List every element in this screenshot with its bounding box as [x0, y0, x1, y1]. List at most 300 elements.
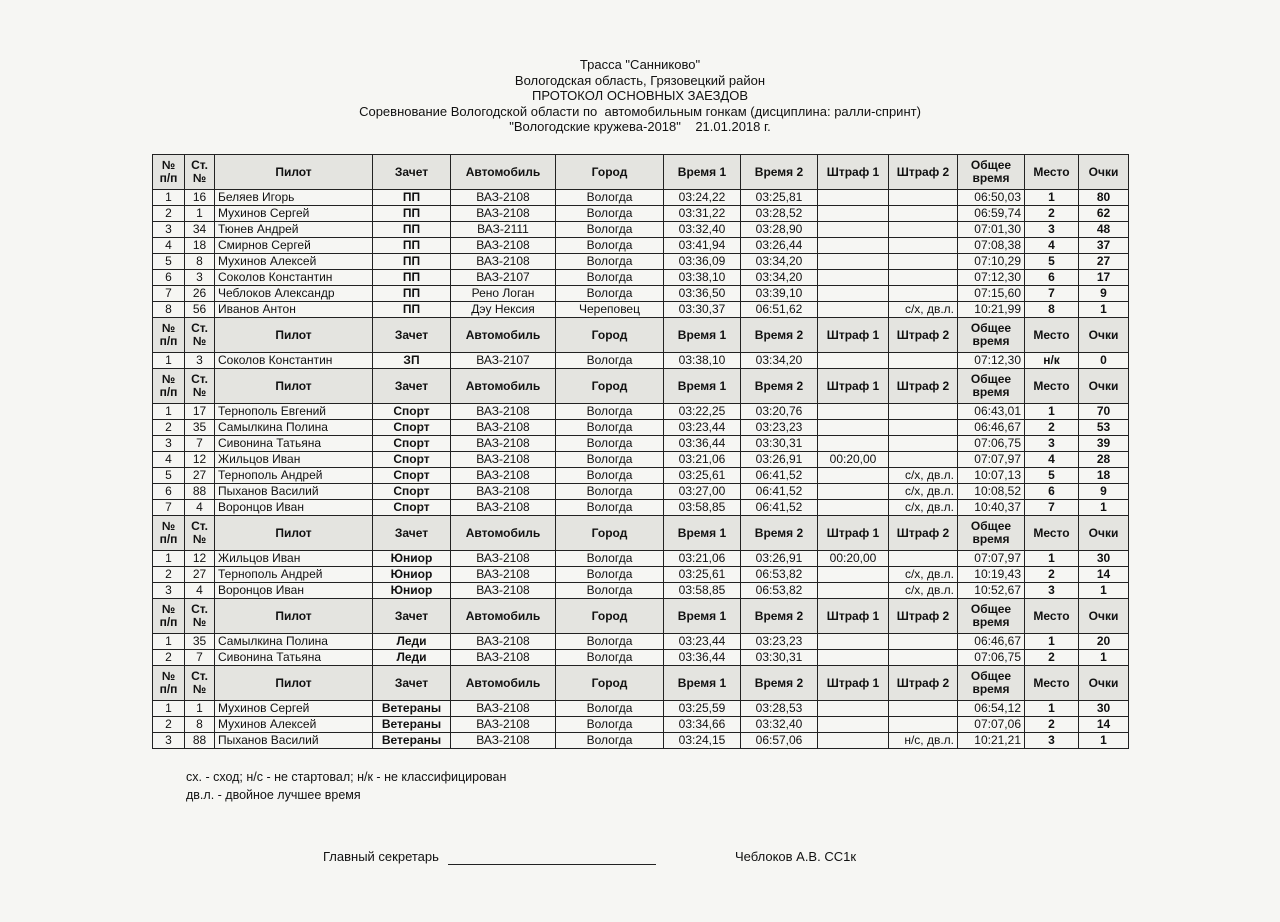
cell-city: Вологда	[556, 484, 664, 500]
cell-num: 4	[153, 238, 185, 254]
cell-total-time: 06:59,74	[958, 206, 1025, 222]
table-row	[153, 583, 1129, 599]
cell-city: Вологда	[556, 436, 664, 452]
cell-num: 7	[153, 500, 185, 516]
cell-time-2: 03:23,23	[741, 420, 818, 436]
cell-penalty-1	[818, 583, 889, 599]
cell-num: 1	[153, 634, 185, 650]
cell-pilot: Самылкина Полина	[215, 634, 373, 650]
table-row	[153, 634, 1129, 650]
cell-total-time: 07:06,75	[958, 650, 1025, 666]
table-header-row	[153, 155, 1129, 190]
cell-num: 5	[153, 468, 185, 484]
cell-pilot: Мухинов Сергей	[215, 701, 373, 717]
cell-time-2: 03:34,20	[741, 353, 818, 369]
cell-place: 4	[1025, 238, 1079, 254]
cell-start-num: 16	[185, 190, 215, 206]
cell-category: ПП	[373, 302, 451, 318]
cell-car: ВАЗ-2108	[451, 733, 556, 749]
legend-line-2: дв.л. - двойное лучшее время	[186, 788, 361, 802]
cell-time-1: 03:31,22	[664, 206, 741, 222]
cell-penalty-1	[818, 634, 889, 650]
cell-city: Вологда	[556, 634, 664, 650]
cell-time-2: 06:41,52	[741, 500, 818, 516]
column-header-penalty-1: Штраф 1	[818, 516, 889, 551]
secretary-name: Чеблоков А.В. СС1к	[735, 849, 857, 864]
column-header-city: Город	[556, 155, 664, 190]
cell-place: 2	[1025, 717, 1079, 733]
cell-time-1: 03:58,85	[664, 583, 741, 599]
cell-car: ВАЗ-2108	[451, 551, 556, 567]
table-row	[153, 701, 1129, 717]
cell-points: 27	[1079, 254, 1129, 270]
cell-time-2: 03:25,81	[741, 190, 818, 206]
cell-category: ПП	[373, 190, 451, 206]
cell-total-time: 07:01,30	[958, 222, 1025, 238]
column-header-time-1: Время 1	[664, 516, 741, 551]
cell-city: Вологда	[556, 353, 664, 369]
cell-penalty-1	[818, 701, 889, 717]
cell-car: ВАЗ-2108	[451, 452, 556, 468]
cell-total-time: 06:46,67	[958, 420, 1025, 436]
cell-penalty-2	[889, 238, 958, 254]
column-header-city: Город	[556, 318, 664, 353]
column-header-place: Место	[1025, 369, 1079, 404]
cell-car: ВАЗ-2108	[451, 701, 556, 717]
cell-time-2: 03:26,91	[741, 551, 818, 567]
cell-category: Ветераны	[373, 733, 451, 749]
column-header-total-time: Общее время	[958, 666, 1025, 701]
cell-place: 5	[1025, 468, 1079, 484]
cell-city: Вологда	[556, 206, 664, 222]
cell-penalty-1	[818, 420, 889, 436]
signature-line	[448, 864, 656, 865]
cell-penalty-1	[818, 567, 889, 583]
column-header-penalty-1: Штраф 1	[818, 318, 889, 353]
cell-city: Череповец	[556, 302, 664, 318]
cell-time-1: 03:23,44	[664, 634, 741, 650]
cell-time-2: 03:28,90	[741, 222, 818, 238]
cell-penalty-2: с/х, дв.л.	[889, 567, 958, 583]
cell-place: 3	[1025, 733, 1079, 749]
column-header-time-2: Время 2	[741, 155, 818, 190]
column-header-num: № п/п	[153, 318, 185, 353]
cell-start-num: 35	[185, 634, 215, 650]
column-header-time-1: Время 1	[664, 599, 741, 634]
cell-category: Спорт	[373, 468, 451, 484]
table-row	[153, 420, 1129, 436]
cell-points: 62	[1079, 206, 1129, 222]
column-header-start-num: Ст. №	[185, 369, 215, 404]
cell-car: ВАЗ-2108	[451, 468, 556, 484]
cell-penalty-1	[818, 206, 889, 222]
secretary-label: Главный секретарь	[323, 849, 439, 864]
cell-penalty-2: с/х, дв.л.	[889, 583, 958, 599]
cell-total-time: 07:12,30	[958, 270, 1025, 286]
cell-city: Вологда	[556, 551, 664, 567]
cell-penalty-2	[889, 701, 958, 717]
column-header-time-2: Время 2	[741, 599, 818, 634]
column-header-place: Место	[1025, 666, 1079, 701]
table-row	[153, 484, 1129, 500]
cell-time-2: 03:28,52	[741, 206, 818, 222]
cell-start-num: 3	[185, 270, 215, 286]
column-header-car: Автомобиль	[451, 318, 556, 353]
cell-city: Вологда	[556, 650, 664, 666]
cell-place: 7	[1025, 500, 1079, 516]
cell-pilot: Соколов Константин	[215, 270, 373, 286]
cell-place: 6	[1025, 484, 1079, 500]
column-header-points: Очки	[1079, 666, 1129, 701]
event-name-date: "Вологодские кружева-2018" 21.01.2018 г.	[509, 119, 771, 134]
cell-penalty-2	[889, 452, 958, 468]
cell-total-time: 07:10,29	[958, 254, 1025, 270]
cell-penalty-1	[818, 286, 889, 302]
column-header-pilot: Пилот	[215, 369, 373, 404]
cell-points: 1	[1079, 500, 1129, 516]
column-header-pilot: Пилот	[215, 155, 373, 190]
cell-city: Вологда	[556, 468, 664, 484]
table-row	[153, 270, 1129, 286]
cell-penalty-2: с/х, дв.л.	[889, 500, 958, 516]
cell-points: 37	[1079, 238, 1129, 254]
cell-points: 48	[1079, 222, 1129, 238]
column-header-time-2: Время 2	[741, 666, 818, 701]
cell-time-1: 03:21,06	[664, 452, 741, 468]
table-row	[153, 222, 1129, 238]
cell-start-num: 88	[185, 484, 215, 500]
column-header-car: Автомобиль	[451, 666, 556, 701]
cell-city: Вологда	[556, 452, 664, 468]
column-header-category: Зачет	[373, 369, 451, 404]
cell-points: 9	[1079, 484, 1129, 500]
table-row	[153, 190, 1129, 206]
cell-pilot: Сивонина Татьяна	[215, 436, 373, 452]
cell-points: 14	[1079, 567, 1129, 583]
column-header-penalty-2: Штраф 2	[889, 666, 958, 701]
cell-time-1: 03:38,10	[664, 270, 741, 286]
cell-points: 70	[1079, 404, 1129, 420]
cell-pilot: Самылкина Полина	[215, 420, 373, 436]
column-header-pilot: Пилот	[215, 516, 373, 551]
column-header-city: Город	[556, 599, 664, 634]
cell-car: ВАЗ-2111	[451, 222, 556, 238]
cell-time-1: 03:27,00	[664, 484, 741, 500]
cell-car: ВАЗ-2108	[451, 190, 556, 206]
cell-place: 2	[1025, 206, 1079, 222]
column-header-time-1: Время 1	[664, 369, 741, 404]
cell-pilot: Воронцов Иван	[215, 500, 373, 516]
cell-penalty-1: 00:20,00	[818, 452, 889, 468]
table-header-row	[153, 369, 1129, 404]
column-header-points: Очки	[1079, 516, 1129, 551]
cell-time-1: 03:34,66	[664, 717, 741, 733]
cell-city: Вологда	[556, 701, 664, 717]
cell-num: 6	[153, 484, 185, 500]
document-header	[0, 57, 1280, 135]
cell-time-2: 03:30,31	[741, 650, 818, 666]
cell-penalty-1	[818, 302, 889, 318]
column-header-place: Место	[1025, 318, 1079, 353]
cell-city: Вологда	[556, 286, 664, 302]
cell-start-num: 1	[185, 206, 215, 222]
table-row	[153, 254, 1129, 270]
column-header-category: Зачет	[373, 318, 451, 353]
cell-time-1: 03:23,44	[664, 420, 741, 436]
column-header-car: Автомобиль	[451, 516, 556, 551]
cell-num: 5	[153, 254, 185, 270]
cell-category: ЗП	[373, 353, 451, 369]
column-header-place: Место	[1025, 516, 1079, 551]
cell-total-time: 06:50,03	[958, 190, 1025, 206]
cell-time-1: 03:36,50	[664, 286, 741, 302]
cell-total-time: 07:15,60	[958, 286, 1025, 302]
cell-place: 1	[1025, 701, 1079, 717]
protocol-title: ПРОТОКОЛ ОСНОВНЫХ ЗАЕЗДОВ	[531, 88, 749, 103]
cell-total-time: 06:46,67	[958, 634, 1025, 650]
cell-points: 18	[1079, 468, 1129, 484]
column-header-start-num: Ст. №	[185, 318, 215, 353]
cell-penalty-1	[818, 484, 889, 500]
cell-start-num: 1	[185, 701, 215, 717]
cell-total-time: 10:07,13	[958, 468, 1025, 484]
cell-points: 39	[1079, 436, 1129, 452]
cell-penalty-1	[818, 404, 889, 420]
cell-car: ВАЗ-2108	[451, 484, 556, 500]
column-header-total-time: Общее время	[958, 318, 1025, 353]
cell-time-1: 03:24,15	[664, 733, 741, 749]
cell-total-time: 07:07,06	[958, 717, 1025, 733]
cell-city: Вологда	[556, 567, 664, 583]
column-header-start-num: Ст. №	[185, 516, 215, 551]
column-header-pilot: Пилот	[215, 318, 373, 353]
cell-start-num: 17	[185, 404, 215, 420]
cell-city: Вологда	[556, 717, 664, 733]
column-header-total-time: Общее время	[958, 516, 1025, 551]
cell-category: ПП	[373, 238, 451, 254]
column-header-time-2: Время 2	[741, 516, 818, 551]
column-header-penalty-1: Штраф 1	[818, 599, 889, 634]
cell-time-2: 03:26,91	[741, 452, 818, 468]
cell-category: Юниор	[373, 583, 451, 599]
column-header-penalty-2: Штраф 2	[889, 369, 958, 404]
cell-category: ПП	[373, 206, 451, 222]
column-header-car: Автомобиль	[451, 155, 556, 190]
cell-city: Вологда	[556, 404, 664, 420]
column-header-num: № п/п	[153, 369, 185, 404]
cell-pilot: Мухинов Алексей	[215, 254, 373, 270]
table-row	[153, 353, 1129, 369]
cell-category: Спорт	[373, 420, 451, 436]
cell-total-time: 07:07,97	[958, 551, 1025, 567]
cell-time-1: 03:36,09	[664, 254, 741, 270]
cell-penalty-2: с/х, дв.л.	[889, 302, 958, 318]
cell-start-num: 8	[185, 717, 215, 733]
table-row	[153, 500, 1129, 516]
cell-total-time: 10:21,99	[958, 302, 1025, 318]
cell-time-2: 03:30,31	[741, 436, 818, 452]
cell-penalty-2	[889, 353, 958, 369]
cell-pilot: Иванов Антон	[215, 302, 373, 318]
cell-points: 1	[1079, 583, 1129, 599]
legend-line-1: сх. - сход; н/с - не стартовал; н/к - не классифицирован	[186, 770, 507, 784]
cell-place: 1	[1025, 551, 1079, 567]
cell-start-num: 34	[185, 222, 215, 238]
cell-start-num: 27	[185, 468, 215, 484]
column-header-points: Очки	[1079, 369, 1129, 404]
cell-total-time: 10:08,52	[958, 484, 1025, 500]
cell-category: Спорт	[373, 404, 451, 420]
cell-total-time: 06:43,01	[958, 404, 1025, 420]
cell-start-num: 12	[185, 452, 215, 468]
cell-car: ВАЗ-2108	[451, 254, 556, 270]
table-row	[153, 206, 1129, 222]
cell-category: ПП	[373, 286, 451, 302]
cell-category: Леди	[373, 650, 451, 666]
cell-category: Юниор	[373, 567, 451, 583]
cell-num: 3	[153, 222, 185, 238]
cell-points: 20	[1079, 634, 1129, 650]
cell-car: ВАЗ-2107	[451, 353, 556, 369]
cell-time-1: 03:22,25	[664, 404, 741, 420]
cell-num: 8	[153, 302, 185, 318]
cell-penalty-2	[889, 222, 958, 238]
cell-pilot: Тернополь Андрей	[215, 567, 373, 583]
cell-num: 3	[153, 733, 185, 749]
cell-total-time: 06:54,12	[958, 701, 1025, 717]
column-header-penalty-2: Штраф 2	[889, 599, 958, 634]
cell-place: 1	[1025, 634, 1079, 650]
cell-points: 1	[1079, 302, 1129, 318]
cell-points: 1	[1079, 733, 1129, 749]
column-header-time-2: Время 2	[741, 318, 818, 353]
cell-category: ПП	[373, 270, 451, 286]
cell-penalty-2	[889, 420, 958, 436]
cell-penalty-1	[818, 500, 889, 516]
column-header-total-time: Общее время	[958, 599, 1025, 634]
cell-penalty-2	[889, 286, 958, 302]
competition-name: Соревнование Вологодской области по автомобильным гонкам (дисциплина: ралли-спринт)	[359, 103, 921, 119]
cell-category: Спорт	[373, 436, 451, 452]
cell-time-2: 06:57,06	[741, 733, 818, 749]
cell-place: 2	[1025, 567, 1079, 583]
column-header-city: Город	[556, 516, 664, 551]
cell-penalty-1	[818, 436, 889, 452]
cell-penalty-1	[818, 254, 889, 270]
cell-place: 2	[1025, 650, 1079, 666]
cell-time-2: 06:51,62	[741, 302, 818, 318]
column-header-car: Автомобиль	[451, 599, 556, 634]
column-header-time-1: Время 1	[664, 318, 741, 353]
cell-points: 80	[1079, 190, 1129, 206]
cell-points: 17	[1079, 270, 1129, 286]
cell-time-2: 03:32,40	[741, 717, 818, 733]
track-name: Трасса "Санниково"	[579, 57, 701, 72]
column-header-category: Зачет	[373, 666, 451, 701]
column-header-points: Очки	[1079, 155, 1129, 190]
column-header-place: Место	[1025, 599, 1079, 634]
cell-start-num: 3	[185, 353, 215, 369]
cell-place: 5	[1025, 254, 1079, 270]
cell-num: 2	[153, 420, 185, 436]
cell-place: н/к	[1025, 353, 1079, 369]
column-header-total-time: Общее время	[958, 155, 1025, 190]
column-header-time-1: Время 1	[664, 666, 741, 701]
cell-category: Спорт	[373, 484, 451, 500]
cell-penalty-1	[818, 353, 889, 369]
column-header-start-num: Ст. №	[185, 599, 215, 634]
cell-car: ВАЗ-2108	[451, 206, 556, 222]
cell-city: Вологда	[556, 583, 664, 599]
cell-points: 1	[1079, 650, 1129, 666]
cell-points: 53	[1079, 420, 1129, 436]
cell-time-1: 03:24,22	[664, 190, 741, 206]
cell-penalty-2	[889, 270, 958, 286]
cell-place: 7	[1025, 286, 1079, 302]
cell-car: ВАЗ-2108	[451, 583, 556, 599]
cell-num: 1	[153, 190, 185, 206]
cell-start-num: 7	[185, 650, 215, 666]
cell-car: ВАЗ-2107	[451, 270, 556, 286]
cell-city: Вологда	[556, 222, 664, 238]
cell-car: Рено Логан	[451, 286, 556, 302]
cell-time-1: 03:41,94	[664, 238, 741, 254]
table-row	[153, 717, 1129, 733]
cell-category: Юниор	[373, 551, 451, 567]
cell-pilot: Беляев Игорь	[215, 190, 373, 206]
cell-start-num: 35	[185, 420, 215, 436]
cell-penalty-2	[889, 436, 958, 452]
table-row	[153, 452, 1129, 468]
column-header-time-1: Время 1	[664, 155, 741, 190]
column-header-city: Город	[556, 369, 664, 404]
cell-time-1: 03:36,44	[664, 436, 741, 452]
column-header-penalty-1: Штраф 1	[818, 369, 889, 404]
column-header-penalty-1: Штраф 1	[818, 666, 889, 701]
table-row	[153, 302, 1129, 318]
cell-start-num: 26	[185, 286, 215, 302]
cell-time-2: 03:34,20	[741, 270, 818, 286]
cell-time-1: 03:21,06	[664, 551, 741, 567]
cell-place: 4	[1025, 452, 1079, 468]
column-header-penalty-1: Штраф 1	[818, 155, 889, 190]
cell-time-2: 06:41,52	[741, 484, 818, 500]
cell-start-num: 4	[185, 500, 215, 516]
table-header-row	[153, 599, 1129, 634]
cell-time-1: 03:25,61	[664, 567, 741, 583]
table-row	[153, 238, 1129, 254]
cell-pilot: Сивонина Татьяна	[215, 650, 373, 666]
cell-points: 28	[1079, 452, 1129, 468]
legend-notes	[186, 768, 506, 804]
table-row	[153, 567, 1129, 583]
cell-car: ВАЗ-2108	[451, 436, 556, 452]
cell-place: 2	[1025, 420, 1079, 436]
cell-start-num: 27	[185, 567, 215, 583]
cell-time-1: 03:25,59	[664, 701, 741, 717]
cell-category: ПП	[373, 254, 451, 270]
cell-num: 1	[153, 701, 185, 717]
cell-points: 30	[1079, 551, 1129, 567]
cell-pilot: Чеблоков Александр	[215, 286, 373, 302]
cell-penalty-1	[818, 650, 889, 666]
cell-time-2: 06:53,82	[741, 567, 818, 583]
cell-time-1: 03:36,44	[664, 650, 741, 666]
cell-time-1: 03:32,40	[664, 222, 741, 238]
results-table	[152, 154, 1129, 749]
cell-penalty-1	[818, 238, 889, 254]
cell-car: ВАЗ-2108	[451, 650, 556, 666]
